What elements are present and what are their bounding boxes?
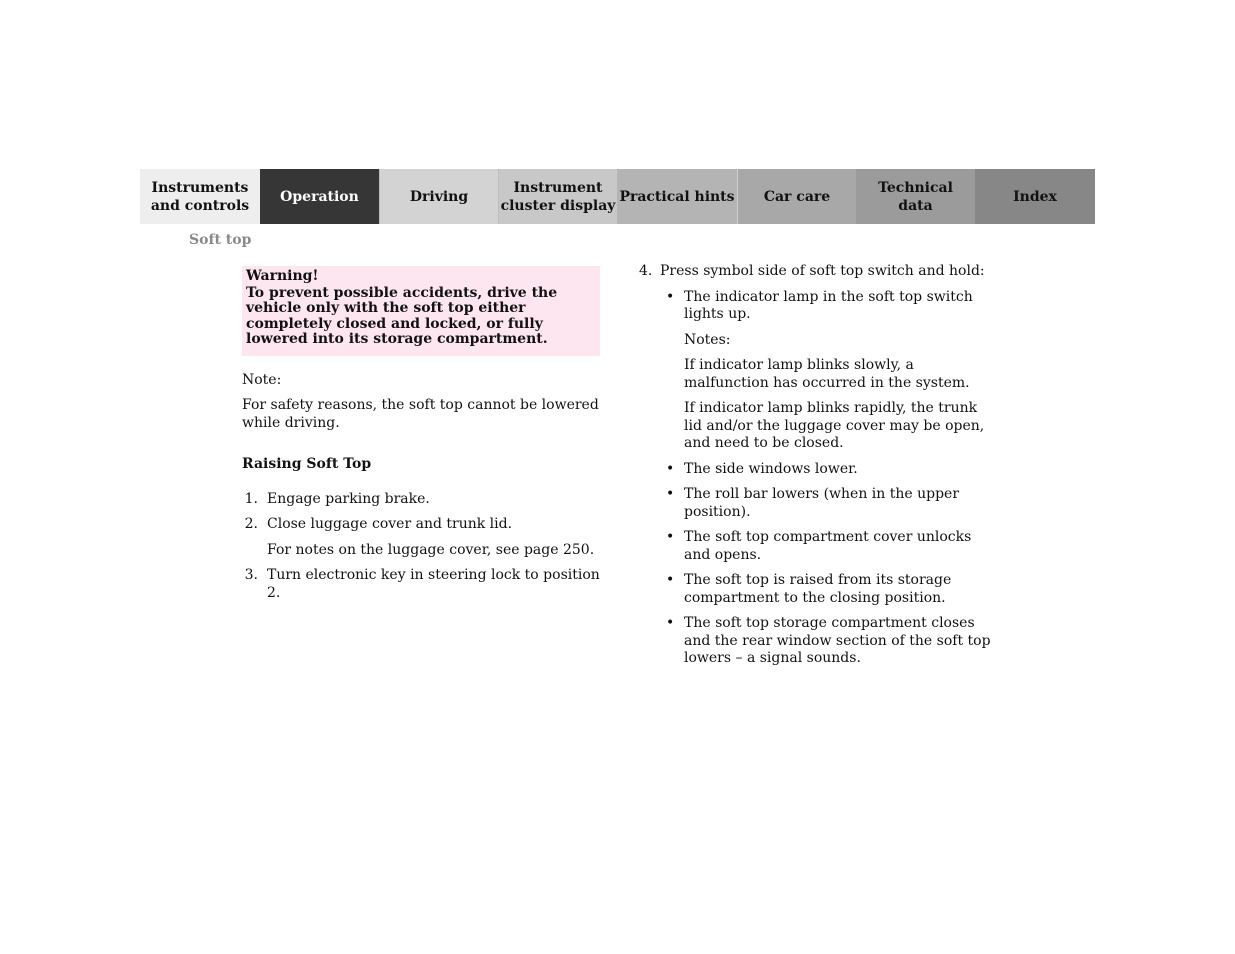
tab-label: Car care [763, 188, 831, 205]
list-item [639, 461, 994, 479]
bullet-text: The indicator lamp in the soft top switch lights up. [684, 288, 973, 322]
list-item [242, 491, 600, 509]
step-number: 2. [244, 516, 258, 532]
tab-label: Instruments and controls [150, 179, 250, 214]
tab-technical-data[interactable] [856, 169, 975, 224]
tab-label: Practical hints [619, 188, 735, 205]
result-list [639, 289, 994, 668]
step-number: 4. [639, 263, 653, 279]
tab-operation[interactable] [260, 169, 379, 224]
list-item [242, 567, 600, 602]
bullet-text: The soft top storage compartment closes and the rear window section of the soft top lowers – a signal sounds. [684, 615, 991, 666]
bullet-text: The soft top compartment cover unlocks and opens. [684, 529, 972, 563]
step-number: 1. [244, 490, 258, 507]
step-text: Close luggage cover and trunk lid. [267, 516, 513, 532]
tab-instruments-and-controls[interactable] [140, 169, 260, 224]
list-item [639, 486, 994, 521]
tab-practical-hints[interactable] [617, 169, 737, 224]
step-text: Turn electronic key in steering lock to position 2. [267, 567, 600, 601]
tab-instrument-cluster-display[interactable] [498, 169, 617, 224]
warning-title: Warning! [246, 268, 319, 284]
list-item [242, 516, 600, 534]
list-item [639, 615, 994, 668]
bullet-icon: • [666, 460, 675, 477]
raising-soft-top-heading: Raising Soft Top [242, 456, 372, 472]
tab-label: Operation [280, 188, 359, 205]
bullet-icon: • [666, 615, 675, 631]
note-text: If indicator lamp blinks slowly, a malfunction has occurred in the system. [684, 357, 970, 391]
step-number: 3. [244, 567, 258, 583]
step-note: For notes on the luggage cover, see page 250. [267, 541, 595, 558]
bullet-text: The side windows lower. [684, 460, 858, 477]
chapter-navigation [140, 169, 1095, 224]
notes-label: Notes: [684, 331, 731, 348]
warning-text: To prevent possible accidents, drive the vehicle only with the soft top either completely closed and locked, or fully lowered into its storage compartment. [246, 284, 558, 347]
bullet-text: The soft top is raised from its storage compartment to the closing position. [684, 572, 952, 606]
tab-label: Driving [409, 188, 469, 205]
step-text: Press symbol side of soft top switch and hold: [660, 263, 985, 279]
list-item [639, 529, 994, 564]
warning-box [242, 266, 600, 356]
tab-label: Index [1013, 188, 1057, 205]
bullet-icon: • [666, 529, 675, 545]
bullet-icon: • [666, 486, 675, 502]
note-text: For safety reasons, the soft top cannot be lowered while driving. [242, 397, 599, 431]
step-text: Engage parking brake. [267, 490, 430, 507]
tab-car-care[interactable] [737, 169, 856, 224]
bullet-icon: • [666, 572, 675, 588]
right-column [639, 263, 994, 668]
left-column [242, 266, 600, 602]
section-title: Soft top [189, 232, 252, 248]
tab-index[interactable] [975, 169, 1095, 224]
tab-label: Technical data [878, 179, 953, 214]
list-item [639, 572, 994, 607]
bullet-icon: • [666, 288, 675, 305]
note-text: If indicator lamp blinks rapidly, the trunk lid and/or the luggage cover may be open, and need to be closed. [684, 400, 985, 451]
list-item [639, 289, 994, 324]
tab-label: Instrument cluster display [500, 179, 616, 214]
note-label: Note: [242, 371, 282, 388]
bullet-text: The roll bar lowers (when in the upper position). [684, 486, 960, 520]
step-list [242, 491, 600, 603]
list-item [639, 263, 994, 281]
tab-driving[interactable] [379, 169, 498, 224]
